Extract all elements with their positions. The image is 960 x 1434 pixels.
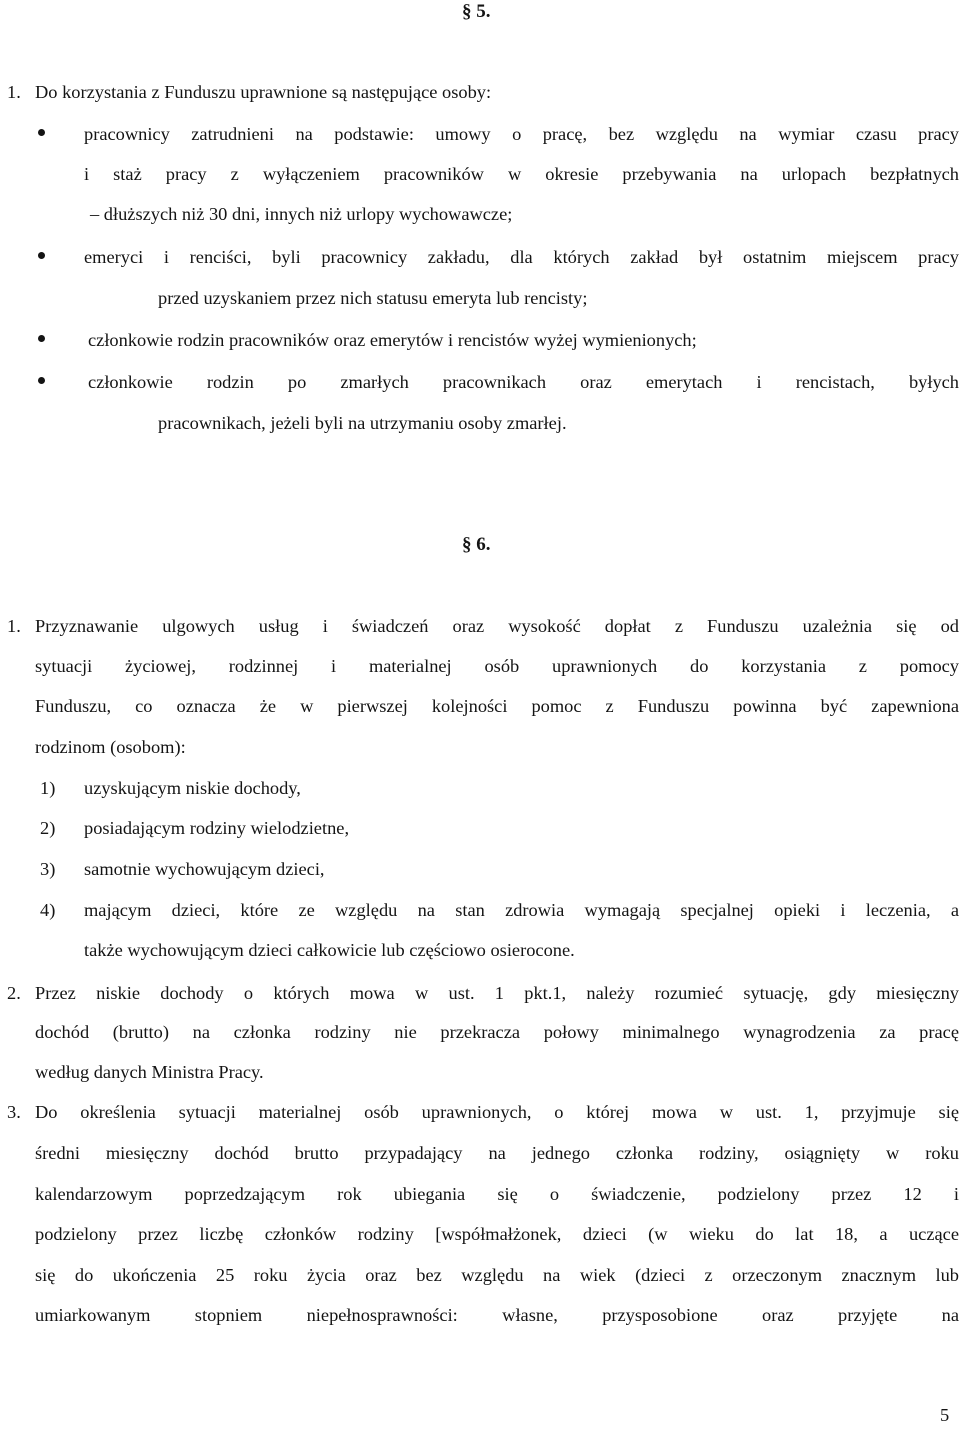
bullet-line: pracownikach, jeżeli byli na utrzymaniu osoby zmarłej. (158, 413, 567, 433)
paragraph-number: 3. (7, 1102, 21, 1122)
paragraph-line: Przez niskie dochody o których mowa w ust. 1 pkt.1, należy rozumieć sytuację, gdy miesięczny (35, 983, 959, 1003)
bullet-icon (38, 377, 45, 384)
paragraph-line: dochód (brutto) na członka rodziny nie przekracza połowy minimalnego wynagrodzenia za pracę (35, 1022, 959, 1042)
list-item: uzyskującym niskie dochody, (84, 778, 301, 798)
paragraph-line: Funduszu, co oznacza że w pierwszej kolejności pomoc z Funduszu powinna być zapewniona (35, 696, 959, 716)
list-item-number: 3) (40, 859, 56, 879)
list-item-number: 2) (40, 818, 56, 838)
paragraph-number: 2. (7, 983, 21, 1003)
paragraph-line: sytuacji życiowej, rodzinnej i materialnej osób uprawnionych do korzystania z pomocy (35, 656, 959, 676)
bullet-line: emeryci i renciści, byli pracownicy zakładu, dla których zakład był ostatnim miejscem pracy (84, 247, 959, 267)
paragraph-line: według danych Ministra Pracy. (35, 1062, 264, 1082)
list-item: posiadającym rodziny wielodzietne, (84, 818, 350, 838)
paragraph-line: Przyznawanie ulgowych usług i świadczeń oraz wysokość dopłat z Funduszu uzależnia się od (35, 616, 959, 636)
list-item-number: 1) (40, 778, 56, 798)
section-5-heading: § 5. (462, 1, 491, 22)
page-number: 5 (940, 1405, 950, 1425)
paragraph-text: Do korzystania z Funduszu uprawnione są następujące osoby: (35, 82, 492, 102)
list-item-number: 4) (40, 900, 56, 920)
paragraph-number: 1. (7, 616, 21, 636)
bullet-icon (38, 252, 45, 259)
paragraph-line: się do ukończenia 25 roku życia oraz bez względu na wiek (dzieci z orzeczonym znacznym lub (35, 1265, 959, 1285)
bullet-line: pracownicy zatrudnieni na podstawie: umowy o pracę, bez względu na wymiar czasu pracy (84, 124, 959, 144)
bullet-line: przed uzyskaniem przez nich statusu emeryta lub rencisty; (158, 288, 588, 308)
list-item: samotnie wychowującym dzieci, (84, 859, 325, 879)
bullet-line: – dłuższych niż 30 dni, innych niż urlopy wychowawcze; (90, 204, 513, 224)
paragraph-line: Do określenia sytuacji materialnej osób uprawnionych, o której mowa w ust. 1, przyjmuje się (35, 1102, 959, 1122)
bullet-icon (38, 129, 45, 136)
bullet-icon (38, 335, 45, 342)
paragraph-line: umiarkowanym stopniem niepełnosprawności: własne, przysposobione oraz przyjęte na (35, 1305, 959, 1325)
paragraph-line: kalendarzowym poprzedzającym rok ubiegania się o świadczenie, podzielony przez 12 i (35, 1184, 959, 1204)
section-6-heading: § 6. (462, 534, 491, 555)
bullet-line: członkowie rodzin pracowników oraz emerytów i rencistów wyżej wymienionych; (88, 330, 697, 350)
bullet-line: i staż pracy z wyłączeniem pracowników w okresie przebywania na urlopach bezpłatnych (84, 164, 959, 184)
bullet-line: członkowie rodzin po zmarłych pracownikach oraz emerytach i rencistach, byłych (88, 372, 959, 392)
paragraph-number: 1. (7, 82, 21, 102)
paragraph-line: średni miesięczny dochód brutto przypadający na jednego członka rodziny, osiągnięty w roku (35, 1143, 959, 1163)
list-item: także wychowującym dzieci całkowicie lub częściowo osierocone. (84, 940, 575, 960)
list-item: mającym dzieci, które ze względu na stan zdrowia wymagają specjalnej opieki i leczenia, a (84, 900, 959, 920)
paragraph-line: podzielony przez liczbę członków rodziny [współmałżonek, dzieci (w wieku do lat 18, a uczące (35, 1224, 959, 1244)
paragraph-line: rodzinom (osobom): (35, 737, 186, 757)
